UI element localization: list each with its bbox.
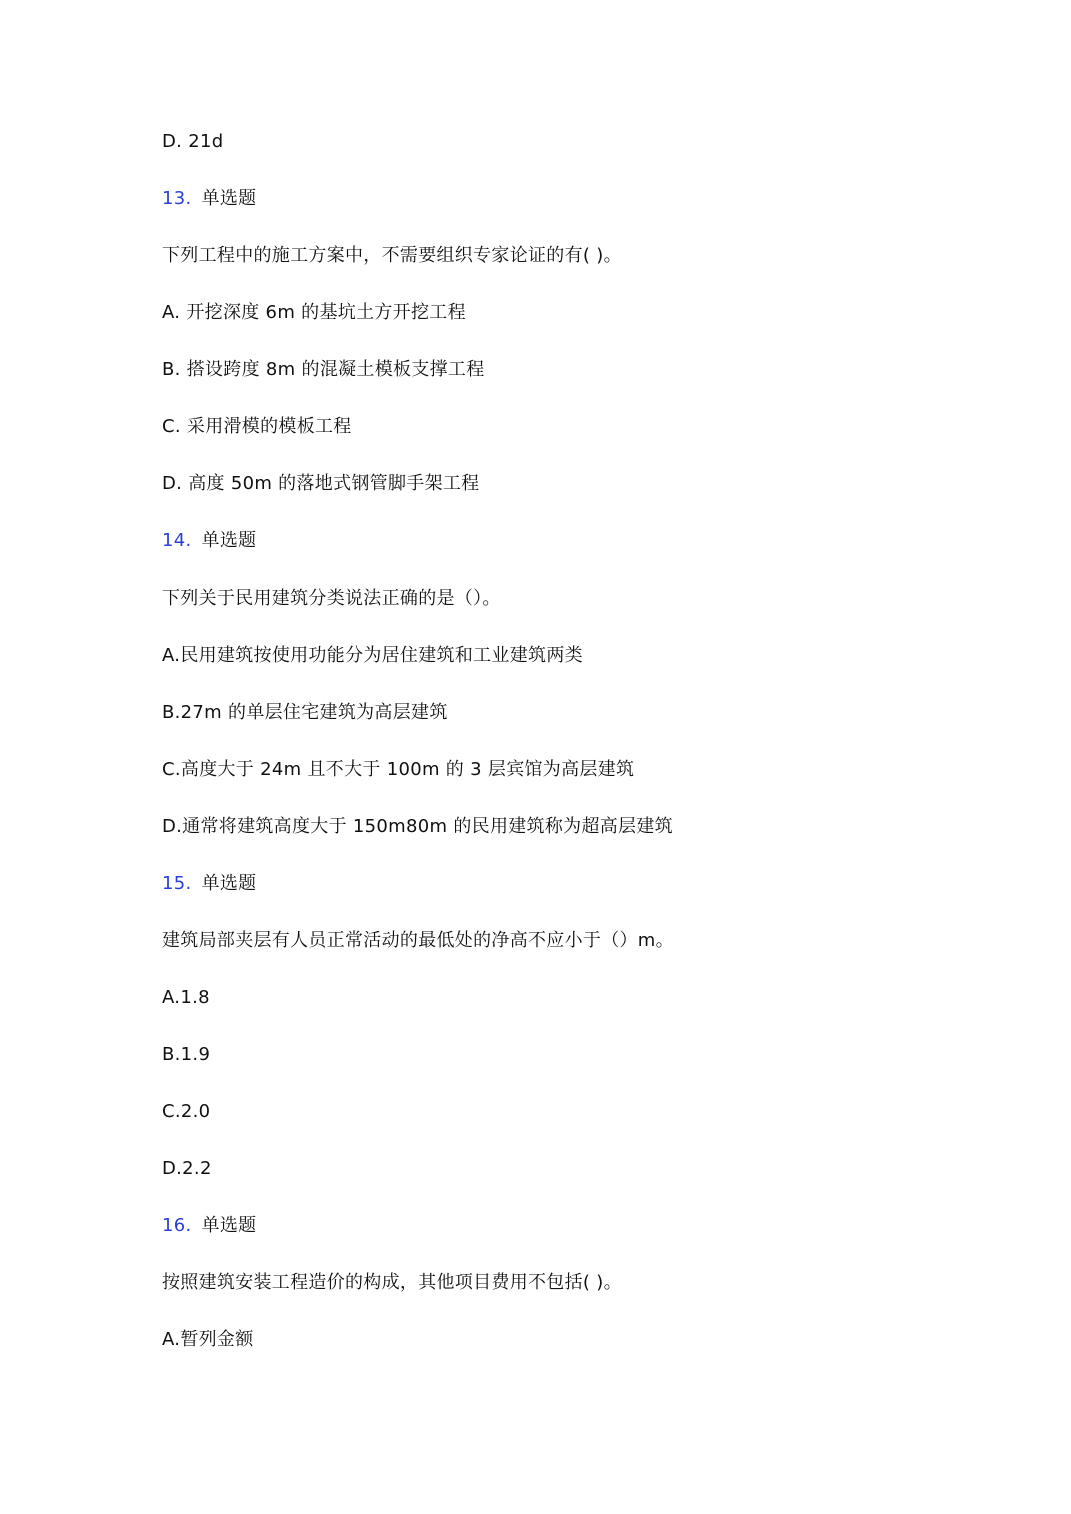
question-type: 单选题 [201,1215,257,1236]
question-stem: 按照建筑安装工程造价的构成，其他项目费用不包括( )。 [162,1272,622,1293]
question-stem: 建筑局部夹层有人员正常活动的最低处的净高不应小于（）m。 [162,930,674,951]
question-number: 14. [162,530,192,551]
question-type: 单选题 [201,530,257,551]
option-c: C.高度大于 24m 且不大于 100m 的 3 层宾馆为高层建筑 [162,759,635,780]
question-header [162,1214,256,1238]
question-number: 15. [162,873,192,894]
option-d: D.2.2 [162,1158,212,1179]
option-b: B. 搭设跨度 8m 的混凝土模板支撑工程 [162,359,485,380]
prev-question-option-d: D. 21d [162,131,224,152]
option-a: A.暂列金额 [162,1329,254,1350]
option-c: C. 采用滑模的模板工程 [162,416,352,437]
question-type: 单选题 [201,188,257,209]
question-stem: 下列工程中的施工方案中，不需要组织专家论证的有( )。 [162,245,622,266]
option-b: B.27m 的单层住宅建筑为高层建筑 [162,702,448,723]
option-a: A.1.8 [162,987,210,1008]
option-a: A. 开挖深度 6m 的基坑土方开挖工程 [162,302,466,323]
question-number: 13. [162,188,192,209]
question-type: 单选题 [201,873,257,894]
option-d: D.通常将建筑高度大于 150m80m 的民用建筑称为超高层建筑 [162,816,673,837]
question-number: 16. [162,1215,192,1236]
question-header [162,872,256,896]
option-b: B.1.9 [162,1044,211,1065]
question-header [162,187,256,211]
option-c: C.2.0 [162,1101,211,1122]
question-header [162,529,256,553]
option-a: A.民用建筑按使用功能分为居住建筑和工业建筑两类 [162,645,583,666]
option-d: D. 高度 50m 的落地式钢管脚手架工程 [162,473,480,494]
question-stem: 下列关于民用建筑分类说法正确的是（）。 [162,588,501,609]
